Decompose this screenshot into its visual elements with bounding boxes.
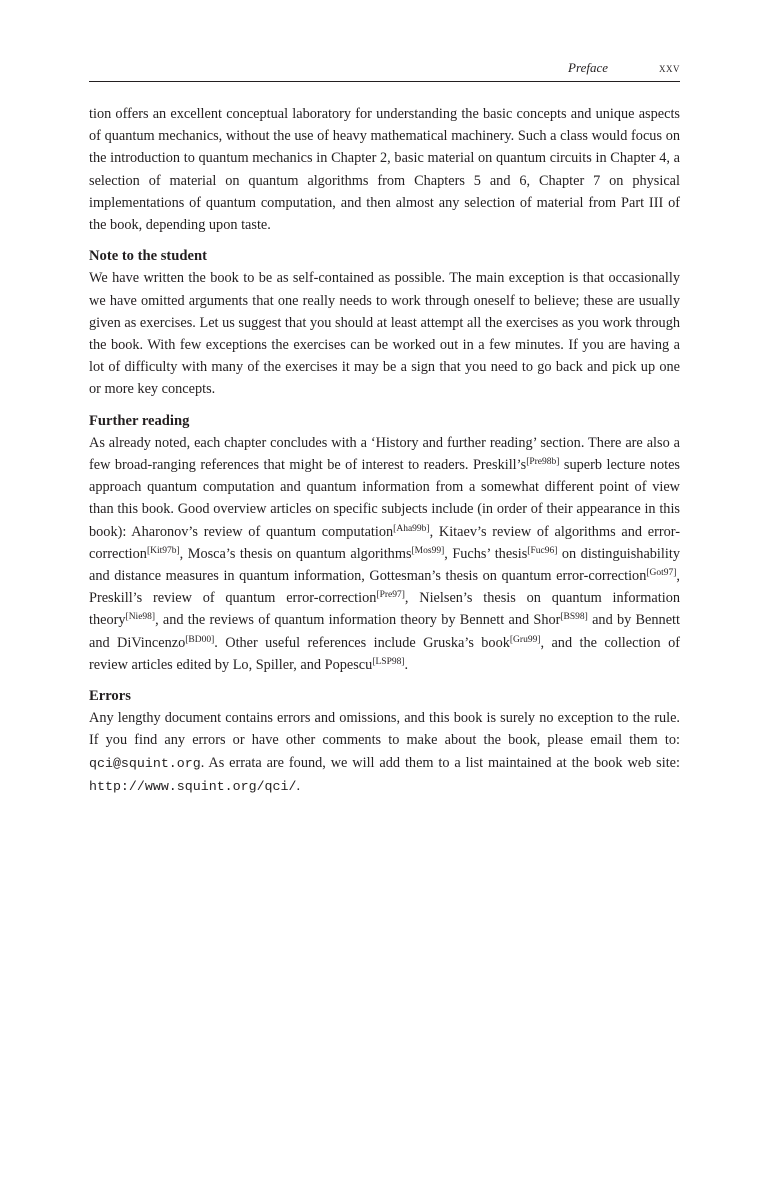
- further-reading-text: , Nielsen’s thesis on quantum information theory: [89, 590, 681, 629]
- further-reading-text: , Fuchs’ thesis: [444, 545, 528, 562]
- page-number: xxv: [659, 60, 680, 75]
- further-reading-text: , and the collection of review articles edited by Lo, Spiller, and Popescu: [89, 634, 680, 673]
- errors-paragraph: [89, 707, 680, 798]
- further-reading-text: . Other useful references include Gruska’s book: [214, 634, 510, 651]
- citation-mos99: [Mos99]: [411, 545, 445, 556]
- citation-bs98: [BS98]: [560, 612, 588, 623]
- further-reading-text: , and the reviews of quantum information theory by Bennett and Shor: [155, 612, 561, 629]
- further-reading-text: , Kitaev’s review of algorithms and error-correction: [89, 523, 680, 562]
- citation-aha99b: [Aha99b]: [393, 523, 430, 534]
- citation-pre97: [Pre97]: [376, 590, 405, 601]
- note-to-student-paragraph: We have written the book to be as self-contained as possible. The main exception is that occasionally we have omitted arguments that one really needs to work through oneself to believe; these are usually given as exercises. Let us suggest that you should at least attempt all the exercises as you work through the book. With few exceptions the exercises can be worked out in a few minutes. If you are having a lot of difficulty with many of the exercises it may be a sign that you need to go back and pick up one or more key concepts.: [89, 270, 680, 398]
- errors-text: .: [296, 777, 301, 794]
- citation-nie98: [Nie98]: [125, 612, 156, 623]
- errors-heading: Errors: [89, 688, 131, 705]
- citation-fuc96: [Fuc96]: [527, 545, 558, 556]
- further-reading-text: and by Bennett and DiVincenzo: [89, 612, 680, 651]
- further-reading-text: on distinguishability and distance measures in quantum information, Gottesman’s thesis on quantum error-correction: [89, 545, 680, 585]
- further-reading-text: As already noted, each chapter concludes with a ‘History and further reading’ section. There are also a few broad-ranging references that might be of interest to readers. Preskill’s: [89, 434, 680, 474]
- note-to-student-heading: Note to the student: [89, 248, 207, 265]
- errors-text: . As errata are found, we will add them to a list maintained at the book web site:: [200, 754, 680, 771]
- page-body: [89, 103, 680, 798]
- intro-paragraph: tion offers an excellent conceptual laboratory for understanding the basic concepts and unique aspects of quantum mechanics, without the use of heavy mathematical machinery. Such a class would focus on the introduction to quantum mechanics in Chapter 2, basic material on quantum circuits in Chapter 4, a selection of material on quantum algorithms from Chapters 5 and 6, Chapter 7 on physical implementations of quantum computation, and then almost any selection of material from Part III of the book, depending upon taste.: [89, 106, 680, 234]
- header-rule: [89, 81, 680, 82]
- further-reading-text: superb lecture notes approach quantum computation and quantum information from a somewhat different point of view than this book. Good overview articles on specific subjects include (in order of their appearance in this book): Aharonov’s review of quantum computation: [89, 457, 680, 540]
- citation-pre98b: [Pre98b]: [526, 457, 560, 468]
- citation-bd00: [BD00]: [185, 634, 215, 645]
- website-url: http://www.squint.org/qci/: [89, 778, 297, 794]
- running-head: [89, 60, 680, 80]
- citation-kit97b: [Kit97b]: [146, 545, 180, 556]
- further-reading-heading: Further reading: [89, 412, 190, 429]
- errors-text: Any lengthy document contains errors and omissions, and this book is surely no exception to the rule. If you find any errors or have other comments to make about the book, please email them to:: [89, 710, 680, 749]
- citation-lsp98: [LSP98]: [372, 656, 405, 667]
- running-head-title: Preface: [568, 60, 608, 75]
- further-reading-text: , Mosca’s thesis on quantum algorithms: [179, 545, 412, 562]
- citation-gru99: [Gru99]: [509, 634, 541, 645]
- further-reading-text: , Preskill’s review of quantum error-correction: [89, 568, 680, 607]
- email-address: qci@squint.org: [89, 755, 201, 771]
- citation-got97: [Got97]: [646, 568, 677, 579]
- further-reading-text: .: [404, 656, 409, 673]
- further-reading-paragraph: [89, 432, 680, 676]
